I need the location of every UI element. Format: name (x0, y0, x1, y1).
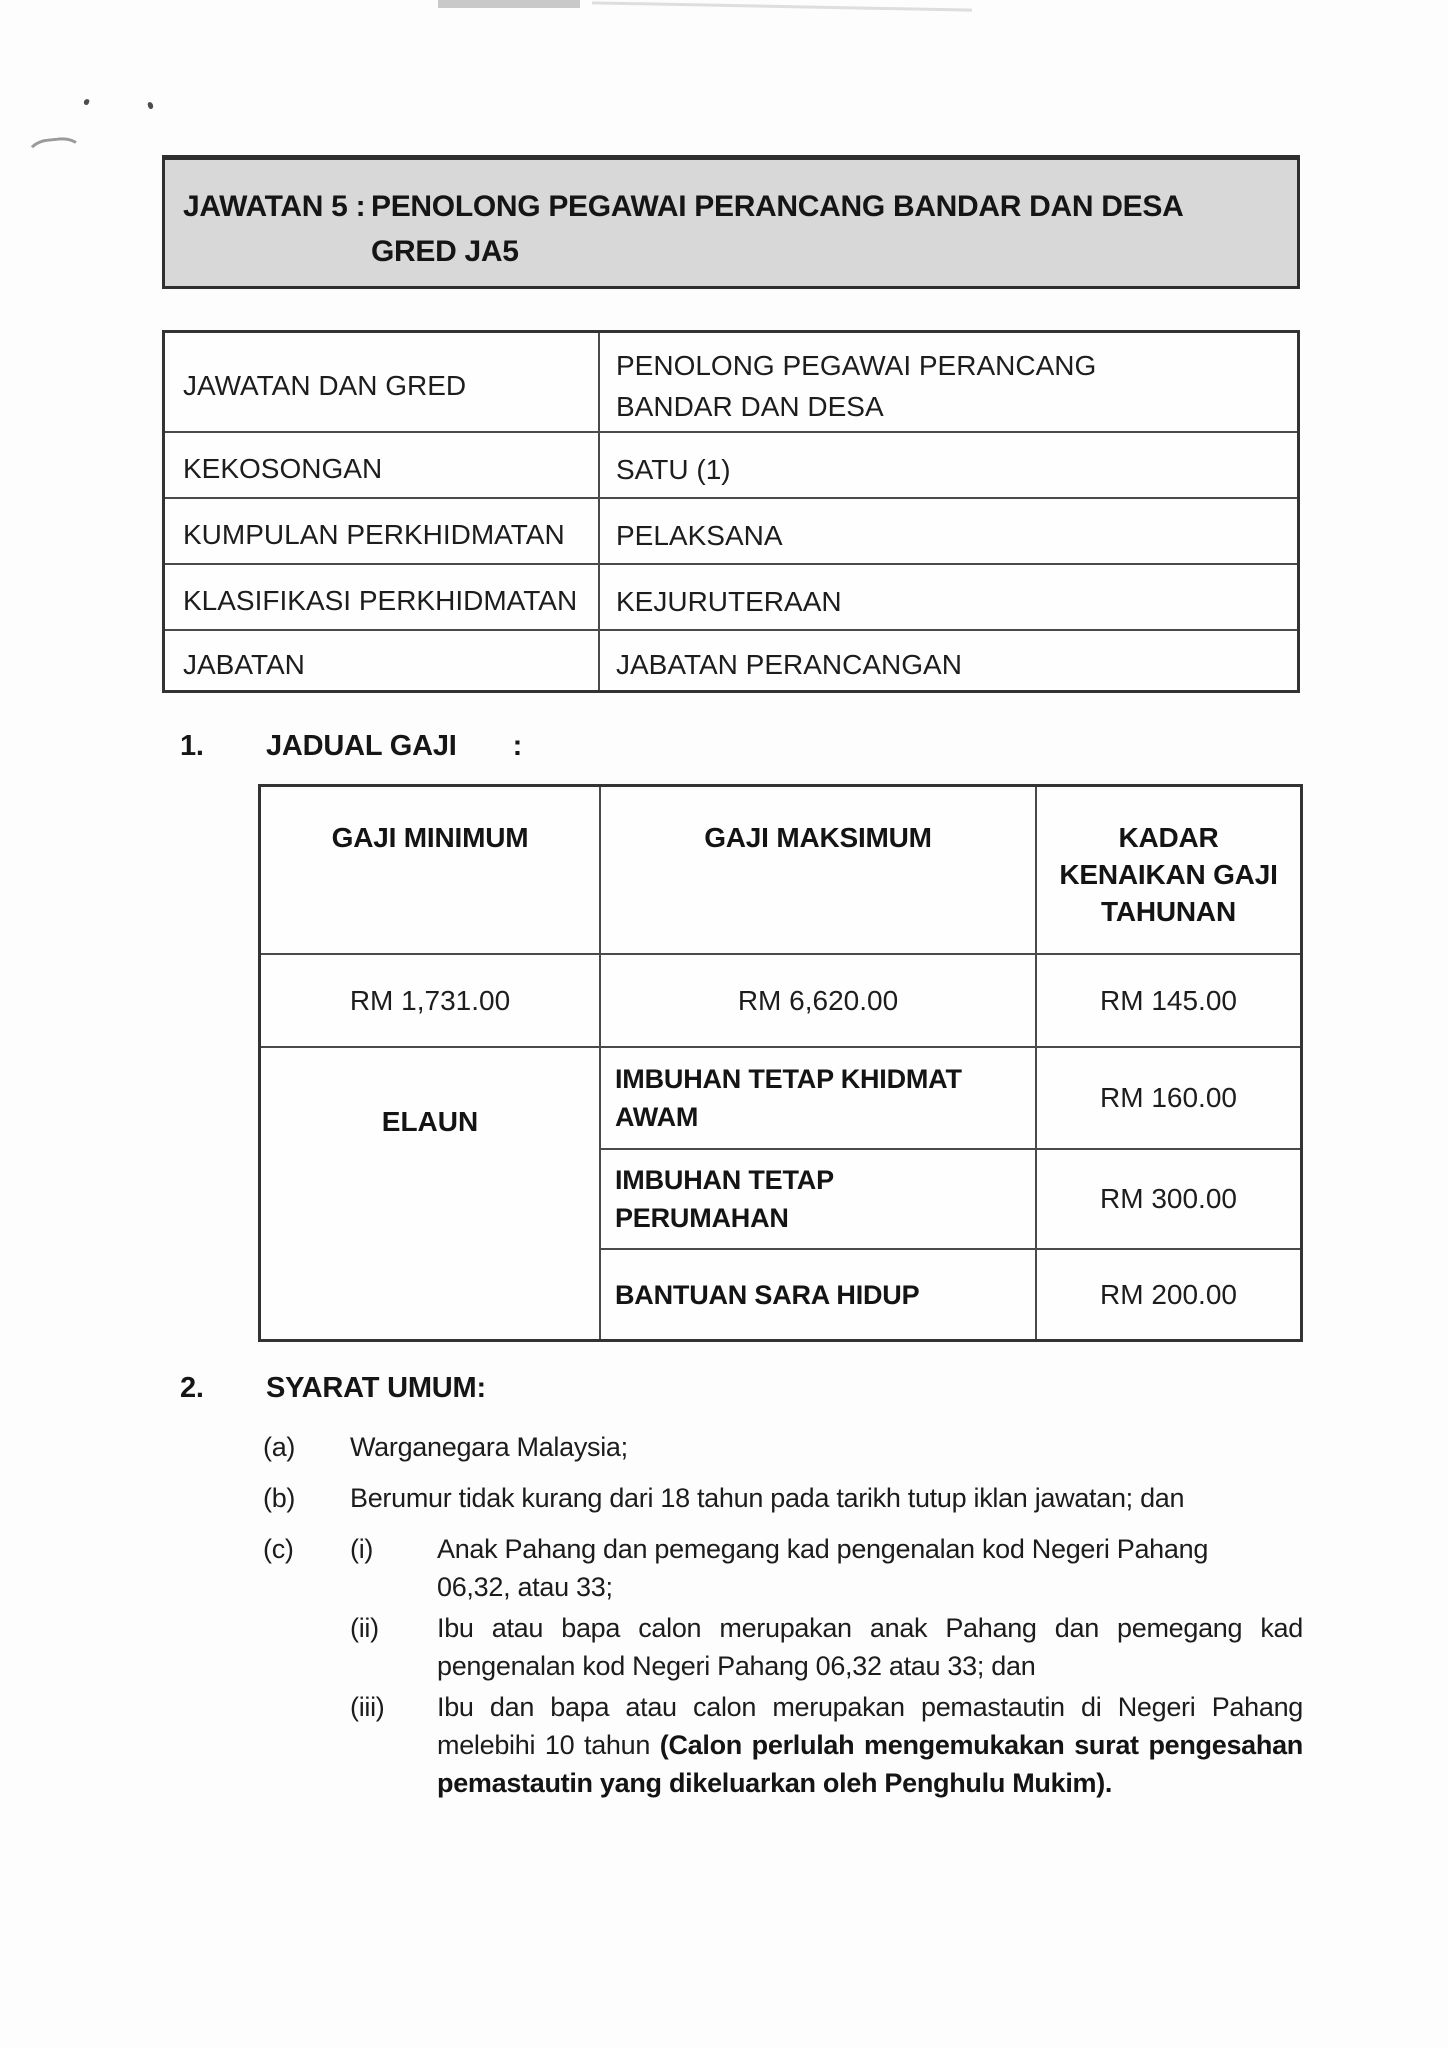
info-value: PENOLONG PEGAWAI PERANCANG BANDAR DAN DESA (616, 350, 1097, 422)
subitem-marker: (ii) (350, 1613, 379, 1643)
section-title: JADUAL GAJI (266, 730, 457, 762)
scan-artifact-dot (83, 98, 90, 105)
allowance-amount: RM 160.00 (1037, 1046, 1300, 1148)
subitem-marker: (i) (350, 1534, 374, 1564)
subitem-text: Anak Pahang dan pemegang kad pengenalan kod Negeri Pahang 06,32, atau 33; (437, 1534, 1209, 1602)
item-marker: (c) (263, 1534, 294, 1564)
header-kadar-kenaikan: KADAR KENAIKAN GAJI TAHUNAN (1059, 822, 1278, 927)
header-gaji-minimum: GAJI MINIMUM (261, 787, 601, 953)
allowance-name: IMBUHAN TETAP KHIDMAT AWAM (601, 1046, 1037, 1148)
condition-item-c-ii (263, 1609, 1303, 1685)
condition-item-a (263, 1428, 1303, 1466)
job-title-line1: PENOLONG PEGAWAI PERANCANG BANDAR DAN DESA (371, 190, 1184, 223)
section-number: 2. (180, 1372, 204, 1404)
info-value: SATU (1) (616, 453, 731, 485)
info-label: KEKOSONGAN (165, 433, 600, 497)
table-row (165, 629, 1297, 690)
salary-table (258, 784, 1303, 1342)
condition-item-b (263, 1479, 1303, 1517)
value-gaji-minimum: RM 1,731.00 (261, 953, 601, 1046)
table-row (165, 497, 1297, 563)
job-title-line2: GRED JA5 (371, 235, 519, 268)
info-value: JABATAN PERANCANGAN (616, 649, 962, 680)
item-marker: (b) (263, 1483, 296, 1513)
item-marker-spacer (263, 1688, 350, 1802)
table-row (165, 563, 1297, 629)
job-number-label: JAWATAN 5 : (183, 190, 366, 223)
subitem-text-bold: (Calon perlulah mengemukakan surat pengesahan pemastautin yang dikeluarkan oleh Penghulu Mukim). (437, 1730, 1303, 1798)
item-text: Berumur tidak kurang dari 18 tahun pada tarikh tutup iklan jawatan; dan (350, 1483, 1185, 1513)
subitem-text: Ibu atau bapa calon merupakan anak Pahang dan pemegang kad pengenalan kod Negeri Pahang 06,32 atau 33; dan (437, 1613, 1303, 1681)
position-info-table (162, 330, 1300, 693)
section-number: 1. (180, 730, 204, 762)
section-title: SYARAT UMUM: (266, 1372, 486, 1404)
info-label: KUMPULAN PERKHIDMATAN (165, 499, 600, 563)
info-label: KLASIFIKASI PERKHIDMATAN (165, 565, 600, 629)
condition-item-c-i (263, 1530, 1303, 1606)
info-value: KEJURUTERAAN (616, 585, 842, 617)
elaun-label-cell: ELAUN (261, 1046, 601, 1339)
info-label: JAWATAN DAN GRED (165, 333, 600, 431)
subitem-text (437, 1688, 1303, 1802)
table-row (165, 333, 1297, 431)
info-value: PELAKSANA (616, 519, 783, 551)
value-gaji-maksimum: RM 6,620.00 (601, 953, 1037, 1046)
header-gaji-maksimum: GAJI MAKSIMUM (601, 787, 1037, 953)
table-row (165, 431, 1297, 497)
job-title-banner (162, 155, 1300, 289)
allowance-amount: RM 300.00 (1037, 1148, 1300, 1248)
general-conditions-list (263, 1428, 1303, 1805)
allowance-name: IMBUHAN TETAP PERUMAHAN (601, 1148, 1037, 1248)
job-title-text (371, 184, 1287, 274)
section-2-heading (180, 1372, 486, 1405)
scan-artifact-pen-mark (24, 135, 85, 175)
subitem-text-normal: Ibu dan bapa atau calon merupakan pemastautin di Negeri Pahang melebihi 10 tahun (437, 1692, 1303, 1760)
scan-artifact-top-strip (438, 0, 580, 8)
item-marker-spacer (263, 1609, 350, 1685)
scan-artifact-dot (147, 101, 154, 109)
section-1-heading (180, 730, 522, 763)
subitem-marker: (iii) (350, 1692, 385, 1722)
scan-artifact-edge-line (592, 1, 972, 11)
value-kadar-kenaikan: RM 145.00 (1037, 953, 1300, 1046)
condition-item-c-iii (263, 1688, 1303, 1802)
allowance-name: BANTUAN SARA HIDUP (601, 1248, 1037, 1339)
info-label: JABATAN (165, 631, 600, 690)
allowance-amount: RM 200.00 (1037, 1248, 1300, 1339)
item-text: Warganegara Malaysia; (350, 1432, 628, 1462)
item-marker: (a) (263, 1432, 296, 1462)
section-colon: : (512, 730, 523, 762)
